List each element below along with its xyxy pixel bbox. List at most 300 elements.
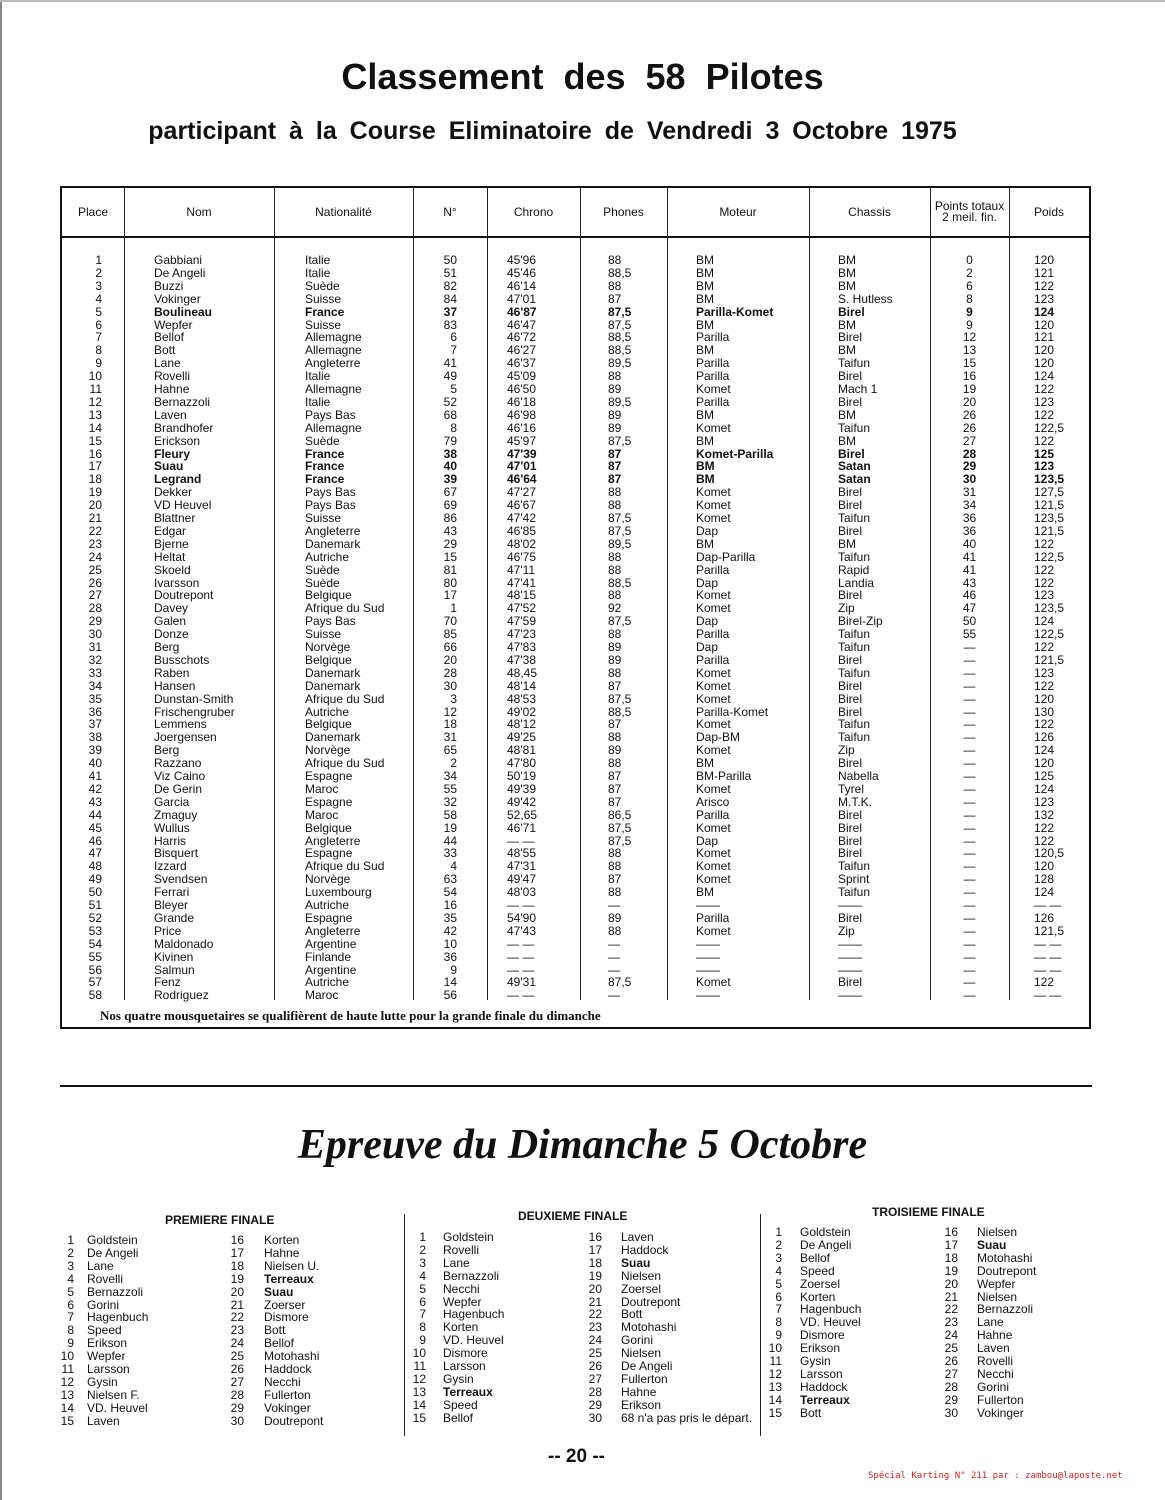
cell-points: — bbox=[963, 936, 976, 951]
final-rank: 24 bbox=[944, 1328, 958, 1343]
final-entry: Necchi bbox=[264, 1374, 301, 1389]
final-rank: 20 bbox=[588, 1281, 602, 1296]
cell-nom: Wullus bbox=[154, 820, 190, 835]
cell-phones: 89,5 bbox=[608, 536, 632, 551]
header-nom: Nom bbox=[186, 204, 212, 219]
final-rank: 20 bbox=[230, 1284, 244, 1299]
cell-numero: 67 bbox=[443, 485, 457, 500]
cell-phones: 87 bbox=[608, 291, 622, 306]
cell-nom: Erickson bbox=[154, 433, 201, 448]
cell-moteur: Parilla bbox=[696, 562, 730, 577]
cell-moteur: Parilla bbox=[696, 330, 730, 345]
cell-numero: 8 bbox=[450, 420, 457, 435]
cell-place: 36 bbox=[88, 704, 102, 719]
cell-nom: Zmaguy bbox=[154, 807, 198, 822]
final-rank: 12 bbox=[768, 1366, 782, 1381]
cell-chassis: —— bbox=[838, 949, 862, 964]
cell-moteur: BM bbox=[696, 433, 714, 448]
final-rank: 17 bbox=[588, 1242, 602, 1257]
cell-nom: VD Heuvel bbox=[154, 498, 212, 513]
final-entry: Gysin bbox=[87, 1374, 118, 1389]
cell-moteur: Komet bbox=[696, 923, 731, 938]
cell-nationalite: Norvège bbox=[305, 640, 351, 654]
cell-nom: De Angeli bbox=[154, 265, 206, 280]
cell-chrono: 47'80 bbox=[507, 756, 536, 771]
final-rank: 7 bbox=[775, 1302, 782, 1317]
cell-moteur: Parilla bbox=[696, 652, 730, 667]
cell-numero: 12 bbox=[443, 704, 457, 719]
cell-phones: 87 bbox=[608, 781, 622, 796]
cell-place: 45 bbox=[88, 820, 102, 835]
cell-nationalite: Danemark bbox=[305, 665, 361, 680]
cell-place: 49 bbox=[88, 872, 102, 887]
cell-points: — bbox=[963, 691, 976, 706]
cell-numero: 52 bbox=[443, 394, 457, 409]
cell-chassis: —— bbox=[838, 988, 862, 1003]
credit-line: Spécial Karting N° 211 par : zambou@laposte.net bbox=[868, 1471, 1123, 1481]
cell-phones: 87,5 bbox=[608, 433, 632, 448]
final-entry: 68 n'a pas pris le départ. bbox=[621, 1410, 753, 1425]
final-entry: Haddock bbox=[621, 1242, 669, 1257]
cell-nationalite: Allemagne bbox=[305, 382, 362, 396]
cell-phones: — bbox=[608, 988, 620, 1003]
cell-phones: 89 bbox=[608, 407, 622, 422]
cell-moteur: BM bbox=[696, 317, 714, 332]
cell-place: 18 bbox=[88, 472, 102, 487]
cell-chassis: Taifun bbox=[838, 356, 871, 371]
cell-nationalite: Belgique bbox=[305, 588, 352, 603]
cell-place: 19 bbox=[88, 485, 102, 500]
cell-points: 26 bbox=[962, 420, 977, 435]
cell-nom: Dekker bbox=[154, 485, 193, 500]
final-rank: 15 bbox=[768, 1405, 782, 1420]
cell-nom: Fleury bbox=[154, 446, 191, 461]
cell-points: 12 bbox=[962, 330, 977, 345]
final-rank: 7 bbox=[67, 1310, 74, 1325]
cell-chassis: Birel bbox=[838, 446, 865, 461]
cell-chrono: — — bbox=[507, 833, 535, 848]
cell-points: 2 bbox=[966, 265, 973, 280]
cell-phones: 87 bbox=[608, 459, 622, 474]
cell-nom: Legrand bbox=[154, 472, 202, 487]
final-rank: 4 bbox=[775, 1263, 782, 1278]
final-rank: 22 bbox=[588, 1307, 602, 1322]
cell-phones: 89 bbox=[608, 743, 622, 758]
cell-numero: 17 bbox=[443, 588, 457, 603]
cell-moteur: Komet bbox=[696, 498, 731, 513]
cell-poids: 123,5 bbox=[1034, 511, 1065, 525]
cell-poids: 123 bbox=[1034, 291, 1055, 306]
cell-nom: Ivarsson bbox=[154, 575, 200, 590]
cell-poids: 128 bbox=[1034, 872, 1055, 887]
final-entry: Nielsen bbox=[621, 1268, 662, 1283]
final-entry: Bellof bbox=[443, 1410, 474, 1425]
final-title: DEUXIEME FINALE bbox=[518, 1209, 628, 1223]
cell-nom: Joergensen bbox=[154, 730, 217, 745]
cell-nationalite: Afrique du Sud bbox=[305, 691, 385, 706]
final-entry: Dismore bbox=[264, 1310, 309, 1325]
cell-points: 20 bbox=[962, 394, 977, 409]
cell-numero: 3 bbox=[450, 691, 457, 706]
cell-place: 53 bbox=[88, 923, 102, 938]
final-entry: Terreaux bbox=[443, 1384, 493, 1399]
final-entry: Necchi bbox=[977, 1366, 1014, 1381]
cell-nationalite: Autriche bbox=[305, 549, 350, 564]
cell-place: 26 bbox=[88, 575, 102, 590]
cell-moteur: Komet bbox=[696, 511, 731, 525]
cell-nationalite: Angleterre bbox=[305, 833, 361, 848]
column-divider bbox=[809, 188, 810, 1000]
cell-numero: 65 bbox=[443, 743, 457, 758]
final-entry: Suau bbox=[977, 1237, 1007, 1252]
cell-place: 54 bbox=[88, 936, 102, 951]
column-divider bbox=[1009, 188, 1010, 1000]
cell-place: 52 bbox=[88, 910, 102, 925]
cell-chassis: S. Hutless bbox=[838, 291, 893, 306]
cell-phones: 88 bbox=[608, 498, 622, 513]
cell-place: 29 bbox=[88, 614, 102, 629]
final-entry: Goldstein bbox=[800, 1225, 851, 1239]
cell-numero: 43 bbox=[443, 523, 457, 538]
cell-nom: Vokinger bbox=[154, 291, 201, 306]
cell-phones: — bbox=[608, 936, 620, 951]
final-entry: Terreaux bbox=[264, 1271, 314, 1286]
cell-points: — bbox=[963, 962, 976, 977]
final-entry: Nielsen U. bbox=[264, 1258, 320, 1273]
cell-numero: 82 bbox=[443, 278, 457, 293]
cell-phones: 88 bbox=[608, 549, 622, 564]
cell-nationalite: France bbox=[305, 304, 345, 319]
cell-phones: 88 bbox=[608, 756, 622, 771]
cell-nom: Doutrepont bbox=[154, 588, 214, 603]
cell-phones: 89 bbox=[608, 910, 622, 925]
final-rank: 3 bbox=[67, 1258, 74, 1273]
final-rank: 15 bbox=[60, 1413, 74, 1428]
cell-chrono: 49'02 bbox=[507, 704, 536, 719]
cell-place: 12 bbox=[88, 394, 102, 409]
cell-numero: 6 bbox=[450, 330, 457, 345]
final-rank: 27 bbox=[944, 1366, 958, 1381]
cell-nationalite: Danemark bbox=[305, 730, 361, 745]
cell-chassis: Taifun bbox=[838, 859, 871, 874]
cell-chrono: 50'19 bbox=[507, 769, 536, 783]
cell-moteur: Komet bbox=[696, 485, 731, 500]
final-rank: 1 bbox=[419, 1230, 426, 1244]
cell-chassis: Taifun bbox=[838, 549, 871, 564]
final-entry: Korten bbox=[264, 1233, 300, 1247]
cell-points: — bbox=[963, 988, 976, 1003]
cell-nom: Bott bbox=[154, 343, 176, 358]
cell-chassis: BM bbox=[838, 343, 856, 358]
final-entry: Laven bbox=[977, 1341, 1010, 1356]
cell-phones: 87,5 bbox=[608, 304, 632, 319]
cell-phones: 87 bbox=[608, 446, 622, 461]
final-rank: 14 bbox=[768, 1392, 782, 1407]
cell-place: 51 bbox=[88, 898, 102, 912]
cell-moteur: Dap bbox=[696, 523, 719, 538]
cell-moteur: BM bbox=[696, 536, 714, 551]
final-entry: Rovelli bbox=[87, 1271, 124, 1286]
cell-place: 24 bbox=[88, 549, 102, 564]
cell-poids: 132 bbox=[1034, 807, 1055, 822]
cell-poids: 122 bbox=[1034, 678, 1055, 693]
cell-phones: 87 bbox=[608, 794, 622, 809]
cell-nationalite: Norvège bbox=[305, 743, 351, 758]
cell-chassis: Landia bbox=[838, 575, 875, 590]
final-entry: Motohashi bbox=[621, 1320, 677, 1335]
cell-chrono: 47'01 bbox=[507, 291, 536, 306]
cell-phones: 89 bbox=[608, 420, 622, 435]
cell-poids: 122 bbox=[1034, 382, 1055, 396]
cell-numero: 30 bbox=[443, 678, 457, 693]
cell-nationalite: Angleterre bbox=[305, 356, 361, 371]
cell-points: — bbox=[963, 859, 976, 874]
cell-nationalite: Maroc bbox=[305, 807, 339, 822]
cell-phones: 88,5 bbox=[608, 330, 632, 345]
cell-place: 43 bbox=[88, 794, 102, 809]
cell-nom: Bjerne bbox=[154, 536, 189, 551]
final-rank: 27 bbox=[230, 1374, 244, 1389]
final-rank: 14 bbox=[60, 1400, 74, 1415]
final-rank: 16 bbox=[230, 1233, 244, 1247]
cell-chassis: Taifun bbox=[838, 640, 871, 654]
cell-phones: 88,5 bbox=[608, 704, 632, 719]
cell-poids: 123,5 bbox=[1034, 601, 1065, 616]
cell-place: 34 bbox=[88, 678, 102, 693]
cell-chrono: 46'50 bbox=[507, 382, 536, 396]
cell-points: 13 bbox=[962, 343, 977, 358]
cell-phones: 88 bbox=[608, 923, 622, 938]
header-numero: N° bbox=[443, 204, 457, 219]
cell-points: 26 bbox=[962, 407, 977, 422]
cell-chrono: 49'25 bbox=[507, 730, 536, 745]
final-entry: De Angeli bbox=[87, 1245, 139, 1260]
cell-nom: Harris bbox=[154, 833, 186, 848]
cell-nom: Busschots bbox=[154, 652, 210, 667]
cell-chrono: 46'16 bbox=[507, 420, 536, 435]
cell-moteur: Komet bbox=[696, 665, 731, 680]
cell-moteur: —— bbox=[696, 988, 720, 1003]
final-entry: VD. Heuvel bbox=[443, 1333, 504, 1348]
final-entry: Lane bbox=[87, 1258, 114, 1273]
cell-nom: Berg bbox=[154, 743, 180, 758]
cell-place: 40 bbox=[88, 756, 102, 771]
final-entry: Bernazzoli bbox=[977, 1302, 1034, 1317]
cell-poids: 122 bbox=[1034, 833, 1055, 848]
cell-chassis: Satan bbox=[838, 472, 871, 487]
cell-nationalite: Argentine bbox=[305, 936, 357, 951]
cell-chrono: 46'47 bbox=[507, 317, 536, 332]
final-rank: 26 bbox=[944, 1354, 958, 1368]
cell-numero: 80 bbox=[443, 575, 457, 590]
cell-numero: 68 bbox=[443, 407, 457, 422]
final-entry: Motohashi bbox=[264, 1349, 320, 1364]
cell-poids: — — bbox=[1034, 949, 1062, 964]
cell-place: 9 bbox=[95, 356, 102, 371]
final-entry: Gysin bbox=[800, 1354, 831, 1368]
cell-poids: 126 bbox=[1034, 730, 1055, 745]
cell-nationalite: Suisse bbox=[305, 627, 342, 642]
final-entry: Nielsen F. bbox=[87, 1387, 140, 1402]
cell-moteur: Dap bbox=[696, 575, 719, 590]
cell-nationalite: Italie bbox=[305, 369, 331, 384]
final-entry: Hahne bbox=[977, 1328, 1013, 1343]
cell-moteur: Parilla bbox=[696, 356, 730, 371]
final-rank: 10 bbox=[412, 1346, 426, 1361]
final-entry: Gorini bbox=[87, 1297, 120, 1312]
cell-nationalite: Pays Bas bbox=[305, 498, 356, 513]
final-rank: 2 bbox=[775, 1237, 782, 1252]
cell-chrono: 48'02 bbox=[507, 536, 536, 551]
cell-chrono: 47'31 bbox=[507, 859, 536, 874]
cell-place: 31 bbox=[88, 640, 102, 654]
cell-points: 15 bbox=[962, 356, 977, 371]
cell-chassis: Nabella bbox=[838, 769, 879, 783]
cell-phones: 88 bbox=[608, 885, 622, 900]
cell-nationalite: Suisse bbox=[305, 291, 342, 306]
cell-numero: 1 bbox=[450, 601, 457, 616]
final-entry: Fullerton bbox=[264, 1387, 311, 1402]
cell-poids: 122,5 bbox=[1034, 627, 1065, 642]
cell-moteur: BM bbox=[696, 459, 715, 474]
column-divider bbox=[930, 188, 931, 1000]
cell-chassis: Taifun bbox=[838, 885, 871, 900]
cell-moteur: Komet bbox=[696, 382, 731, 396]
cell-chrono: 49'42 bbox=[507, 794, 536, 809]
table-note: Nos quatre mousquetaires se qualifièrent de haute lutte pour la grande finale du dimanche bbox=[100, 1008, 601, 1023]
cell-place: 38 bbox=[88, 730, 102, 745]
cell-phones: 87,5 bbox=[608, 317, 632, 332]
cell-phones: 88 bbox=[608, 278, 622, 293]
cell-nom: Hahne bbox=[154, 382, 190, 396]
cell-phones: 88 bbox=[608, 846, 622, 861]
cell-poids: 123,5 bbox=[1034, 472, 1065, 487]
final-entry: Hagenbuch bbox=[443, 1307, 505, 1322]
cell-poids: — — bbox=[1034, 936, 1062, 951]
cell-place: 7 bbox=[95, 330, 102, 345]
column-divider bbox=[413, 188, 414, 1000]
cell-moteur: Komet bbox=[696, 859, 731, 874]
final-rank: 21 bbox=[588, 1294, 602, 1309]
cell-nom: Lane bbox=[154, 356, 181, 371]
cell-place: 21 bbox=[88, 511, 102, 525]
cell-moteur: BM bbox=[696, 253, 714, 267]
final-entry: Larsson bbox=[443, 1359, 486, 1373]
cell-moteur: BM bbox=[696, 291, 714, 306]
cell-numero: 7 bbox=[450, 343, 457, 358]
final-entry: Bott bbox=[264, 1323, 286, 1338]
header-chassis: Chassis bbox=[848, 204, 891, 219]
header-place: Place bbox=[77, 204, 109, 219]
final-rank: 14 bbox=[412, 1397, 426, 1412]
final-rank: 19 bbox=[230, 1271, 244, 1286]
cell-moteur: Komet bbox=[696, 781, 731, 796]
cell-nom: Donze bbox=[154, 627, 189, 642]
final-rank: 24 bbox=[588, 1333, 602, 1348]
cell-chrono: 48'14 bbox=[507, 678, 536, 693]
cell-nom: Lemmens bbox=[154, 717, 207, 732]
cell-points: 31 bbox=[962, 485, 977, 500]
cell-chassis: Birel bbox=[838, 330, 863, 345]
cell-nom: Kivinen bbox=[154, 949, 194, 964]
cell-numero: 85 bbox=[443, 627, 457, 642]
final-entry: Motohashi bbox=[977, 1250, 1033, 1265]
cell-numero: 83 bbox=[443, 317, 457, 332]
cell-chrono: 47'83 bbox=[507, 640, 536, 654]
cell-phones: 88,5 bbox=[608, 575, 632, 590]
final-entry: Erikson bbox=[621, 1397, 662, 1412]
cell-points: 36 bbox=[962, 523, 977, 538]
cell-nom: Ferrari bbox=[154, 885, 190, 900]
header-points: Points totaux 2 meil. fin. bbox=[934, 199, 1005, 224]
cell-poids: 121 bbox=[1034, 330, 1055, 345]
cell-chassis: Rapid bbox=[838, 562, 870, 577]
cell-points: 0 bbox=[966, 253, 973, 267]
cell-poids: 121,5 bbox=[1034, 923, 1065, 938]
cell-nationalite: Pays Bas bbox=[305, 614, 356, 629]
cell-moteur: Komet bbox=[696, 743, 731, 758]
final-rank: 11 bbox=[769, 1354, 782, 1368]
cell-nom: Heltat bbox=[154, 549, 186, 564]
final-entry: Speed bbox=[800, 1263, 835, 1278]
cell-phones: 88,5 bbox=[608, 343, 632, 358]
cell-chassis: Taifun bbox=[838, 730, 871, 745]
cell-poids: 122,5 bbox=[1034, 549, 1065, 564]
cell-points: — bbox=[963, 665, 976, 680]
cell-phones: 89 bbox=[608, 382, 622, 396]
cell-phones: — bbox=[608, 962, 620, 977]
cell-phones: 88 bbox=[608, 588, 622, 603]
cell-nationalite: Afrique du Sud bbox=[305, 859, 385, 874]
final-entry: Vokinger bbox=[977, 1405, 1024, 1420]
cell-place: 28 bbox=[88, 601, 102, 616]
cell-poids: 120 bbox=[1034, 317, 1055, 332]
cell-numero: 55 bbox=[443, 781, 457, 796]
cell-poids: 120 bbox=[1034, 356, 1055, 371]
cell-numero: 16 bbox=[443, 898, 457, 912]
cell-chrono: 45'46 bbox=[507, 265, 536, 280]
cell-phones: 87,5 bbox=[608, 820, 632, 835]
cell-numero: 9 bbox=[450, 962, 457, 977]
final-rank: 3 bbox=[775, 1250, 782, 1265]
cell-points: 40 bbox=[962, 536, 977, 551]
cell-moteur: Komet bbox=[696, 820, 731, 835]
cell-chassis: Birel bbox=[838, 304, 865, 319]
cell-chrono: 48'53 bbox=[507, 691, 536, 706]
cell-points: 9 bbox=[966, 317, 973, 332]
final-entry: Bernazzoli bbox=[87, 1284, 144, 1299]
cell-nom: Wepfer bbox=[154, 317, 193, 332]
cell-nom: Grande bbox=[154, 910, 195, 925]
final-rank: 13 bbox=[60, 1387, 74, 1402]
cell-nationalite: Finlande bbox=[305, 949, 352, 964]
cell-place: 16 bbox=[88, 446, 102, 461]
cell-poids: — — bbox=[1034, 962, 1062, 977]
cell-place: 55 bbox=[88, 949, 102, 964]
cell-chrono: 47'38 bbox=[507, 652, 536, 667]
cell-place: 57 bbox=[88, 975, 102, 990]
cell-place: 5 bbox=[95, 304, 102, 319]
cell-nationalite: Suède bbox=[305, 562, 340, 577]
cell-poids: 123 bbox=[1034, 588, 1055, 603]
cell-nom: Razzano bbox=[154, 756, 202, 771]
cell-poids: 120 bbox=[1034, 756, 1055, 771]
cell-points: — bbox=[963, 949, 976, 964]
final-rank: 4 bbox=[419, 1268, 426, 1283]
cell-chrono: 47'39 bbox=[507, 446, 537, 461]
cell-nom: Suau bbox=[154, 459, 184, 474]
cell-chrono: 45'97 bbox=[507, 433, 536, 448]
